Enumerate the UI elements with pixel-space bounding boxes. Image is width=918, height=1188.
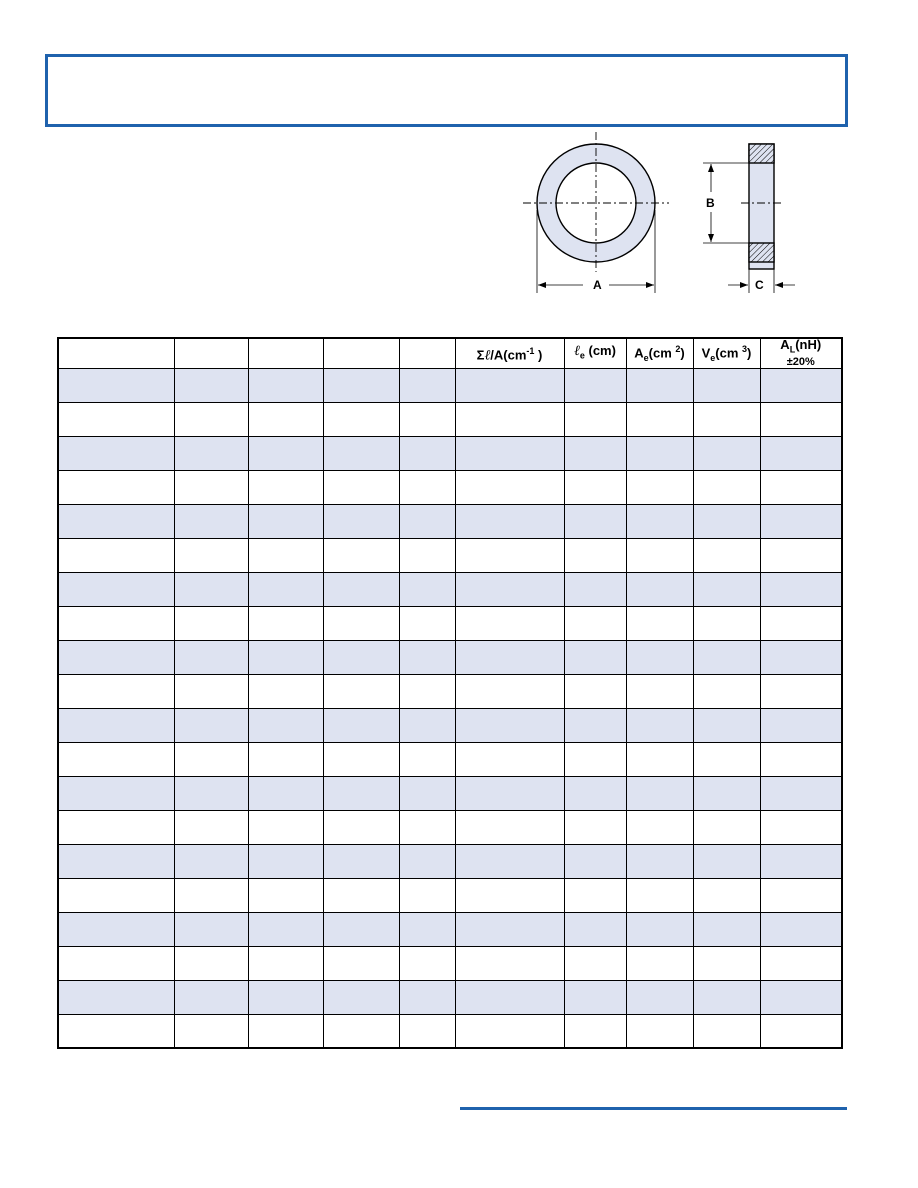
table-cell [455,368,564,402]
table-cell [626,810,693,844]
table-cell [174,980,248,1014]
table-cell [564,912,626,946]
table-row [58,436,842,470]
table-cell [248,504,323,538]
table-cell [174,878,248,912]
table-cell [323,368,399,402]
table-cell [323,1014,399,1048]
table-cell [760,470,842,504]
table-cell [248,878,323,912]
table-cell [455,980,564,1014]
header-path-length: ℓ$_e$ (cm) [564,338,626,368]
table-cell [399,538,455,572]
table-cell [760,844,842,878]
table-cell [58,980,174,1014]
header-area: $A_e(cm$ $^2$) [626,338,693,368]
footer-rule [460,1107,847,1110]
table-cell [564,1014,626,1048]
table-cell [564,368,626,402]
header-core-factor: $\Sigma\ell/A(cm^{-1}$ ) [455,338,564,368]
table-cell [564,402,626,436]
table-cell [399,606,455,640]
table-cell [455,538,564,572]
table-cell [399,708,455,742]
table-cell [626,946,693,980]
table-cell [248,742,323,776]
table-cell [399,368,455,402]
table-cell [58,470,174,504]
table-cell [693,980,760,1014]
table-row [58,878,842,912]
table-cell [626,776,693,810]
table-cell [693,368,760,402]
table-cell [174,810,248,844]
table-cell [248,606,323,640]
table-cell [760,776,842,810]
table-row [58,708,842,742]
table-cell [323,742,399,776]
table-cell [174,844,248,878]
dim-a-label: A [593,278,602,292]
table-row [58,674,842,708]
table-cell [399,572,455,606]
table-cell [399,878,455,912]
table-cell [455,1014,564,1048]
header-inductance-factor: $A_L(nH)$ ±20% [760,338,842,368]
table-cell [455,810,564,844]
table-cell [760,538,842,572]
table-cell [626,980,693,1014]
table-cell [248,368,323,402]
table-cell [760,368,842,402]
table-cell [760,572,842,606]
header-cell [58,338,174,368]
table-cell [626,878,693,912]
table-cell [693,776,760,810]
table-cell [399,640,455,674]
table-cell [564,504,626,538]
table-cell [323,980,399,1014]
ring-front-view [523,132,669,272]
table-cell [455,776,564,810]
header-cell [399,338,455,368]
table-cell [58,504,174,538]
table-cell [626,742,693,776]
table-cell [693,436,760,470]
table-cell [693,810,760,844]
table-cell [564,980,626,1014]
table-cell [693,674,760,708]
table-cell [760,810,842,844]
table-cell [248,572,323,606]
table-cell [455,402,564,436]
table-cell [693,912,760,946]
table-cell [248,708,323,742]
table-row [58,470,842,504]
table-cell [693,844,760,878]
table-cell [626,368,693,402]
table-cell [58,368,174,402]
table-cell [455,912,564,946]
table-cell [455,708,564,742]
table-cell [399,912,455,946]
table-cell [323,810,399,844]
table-cell [58,1014,174,1048]
table-cell [399,674,455,708]
table-cell [399,776,455,810]
table-cell [323,674,399,708]
table-cell [693,878,760,912]
table-cell [455,878,564,912]
table-cell [564,606,626,640]
table-cell [760,504,842,538]
table-cell [323,640,399,674]
table-cell [248,912,323,946]
table-cell [760,436,842,470]
table-cell [58,912,174,946]
table-cell [693,1014,760,1048]
table-cell [455,436,564,470]
table-cell [455,946,564,980]
table-cell [248,436,323,470]
table-cell [693,946,760,980]
table-cell [399,946,455,980]
table-cell [323,946,399,980]
table-cell [58,844,174,878]
table-cell [760,912,842,946]
table-cell [626,504,693,538]
table-cell [174,470,248,504]
table-row [58,640,842,674]
table-cell [693,708,760,742]
table-row [58,980,842,1014]
table-cell [323,538,399,572]
table-cell [323,708,399,742]
table-cell [323,572,399,606]
table-cell [174,368,248,402]
table-cell [248,640,323,674]
table-cell [455,844,564,878]
table-cell [564,572,626,606]
table-cell [564,878,626,912]
title-box [45,54,848,127]
header-volume: $V_e(cm$ $^3$) [693,338,760,368]
table-cell [58,946,174,980]
table-cell [626,436,693,470]
table-cell [174,436,248,470]
table-cell [58,674,174,708]
table-cell [248,538,323,572]
header-cell [248,338,323,368]
table-cell [760,606,842,640]
table-cell [626,572,693,606]
table-cell [564,844,626,878]
table-cell [399,980,455,1014]
table-cell [564,640,626,674]
table-row [58,776,842,810]
table-cell [626,912,693,946]
table-row [58,538,842,572]
table-cell [626,606,693,640]
table-cell [174,1014,248,1048]
table-cell [693,402,760,436]
table-cell [693,606,760,640]
table-cell [693,640,760,674]
specs-table [57,337,843,1049]
table-cell [693,742,760,776]
table-row [58,572,842,606]
table-row [58,606,842,640]
table-cell [760,402,842,436]
table-row [58,810,842,844]
table-cell [626,1014,693,1048]
table-cell [455,742,564,776]
table-cell [564,470,626,504]
table-cell [564,946,626,980]
table-cell [399,470,455,504]
table-cell [323,844,399,878]
table-cell [564,674,626,708]
table-cell [760,674,842,708]
table-cell [248,1014,323,1048]
table-cell [455,640,564,674]
table-cell [323,912,399,946]
table-cell [626,538,693,572]
table-cell [58,708,174,742]
table-cell [626,640,693,674]
table-cell [564,708,626,742]
table-cell [174,572,248,606]
table-cell [323,878,399,912]
table-cell [58,436,174,470]
table-cell [174,776,248,810]
table-cell [248,776,323,810]
table-row [58,844,842,878]
table-cell [455,470,564,504]
table-cell [455,674,564,708]
table-cell [399,436,455,470]
table-cell [693,538,760,572]
table-cell [564,742,626,776]
table-cell [248,810,323,844]
table-cell [626,470,693,504]
table-cell [760,878,842,912]
table-cell [455,606,564,640]
table-cell [174,708,248,742]
table-cell [760,742,842,776]
table-header-row [58,338,842,368]
table-cell [248,980,323,1014]
table-cell [760,708,842,742]
table-cell [58,640,174,674]
table-cell [564,776,626,810]
table-row [58,912,842,946]
toroid-diagram [515,130,815,300]
table-cell [399,810,455,844]
table-cell [323,436,399,470]
table-cell [693,504,760,538]
table-cell [174,504,248,538]
table-cell [174,674,248,708]
table-cell [248,402,323,436]
table-cell [174,742,248,776]
table-cell [58,776,174,810]
table-row [58,742,842,776]
table-cell [58,572,174,606]
table-row [58,1014,842,1048]
table-cell [58,538,174,572]
table-cell [455,504,564,538]
table-cell [564,436,626,470]
table-cell [58,878,174,912]
table-cell [174,402,248,436]
table-cell [174,946,248,980]
table-cell [564,810,626,844]
table-row [58,368,842,402]
header-cell [323,338,399,368]
table-cell [58,402,174,436]
table-cell [399,504,455,538]
dim-b-label: B [706,196,715,210]
table-cell [399,402,455,436]
table-cell [174,538,248,572]
table-cell [626,402,693,436]
dim-c-label: C [755,278,764,292]
table-cell [174,606,248,640]
table-cell [626,708,693,742]
table-cell [626,844,693,878]
table-cell [626,674,693,708]
table-cell [564,538,626,572]
table-cell [760,1014,842,1048]
table-cell [323,606,399,640]
table-cell [693,572,760,606]
table-row [58,402,842,436]
table-row [58,946,842,980]
table-cell [248,844,323,878]
table-cell [58,606,174,640]
table-body [58,368,842,1048]
table-cell [58,742,174,776]
table-cell [248,470,323,504]
table-cell [455,572,564,606]
table-cell [248,946,323,980]
table-cell [399,844,455,878]
table-cell [323,504,399,538]
header-cell [174,338,248,368]
table-row [58,504,842,538]
table-cell [399,1014,455,1048]
table-cell [760,640,842,674]
table-cell [323,470,399,504]
table-cell [760,980,842,1014]
table-cell [760,946,842,980]
table-cell [58,810,174,844]
table-cell [693,470,760,504]
table-cell [174,912,248,946]
table-cell [323,402,399,436]
table-cell [248,674,323,708]
table-cell [174,640,248,674]
table-cell [323,776,399,810]
table-cell [399,742,455,776]
